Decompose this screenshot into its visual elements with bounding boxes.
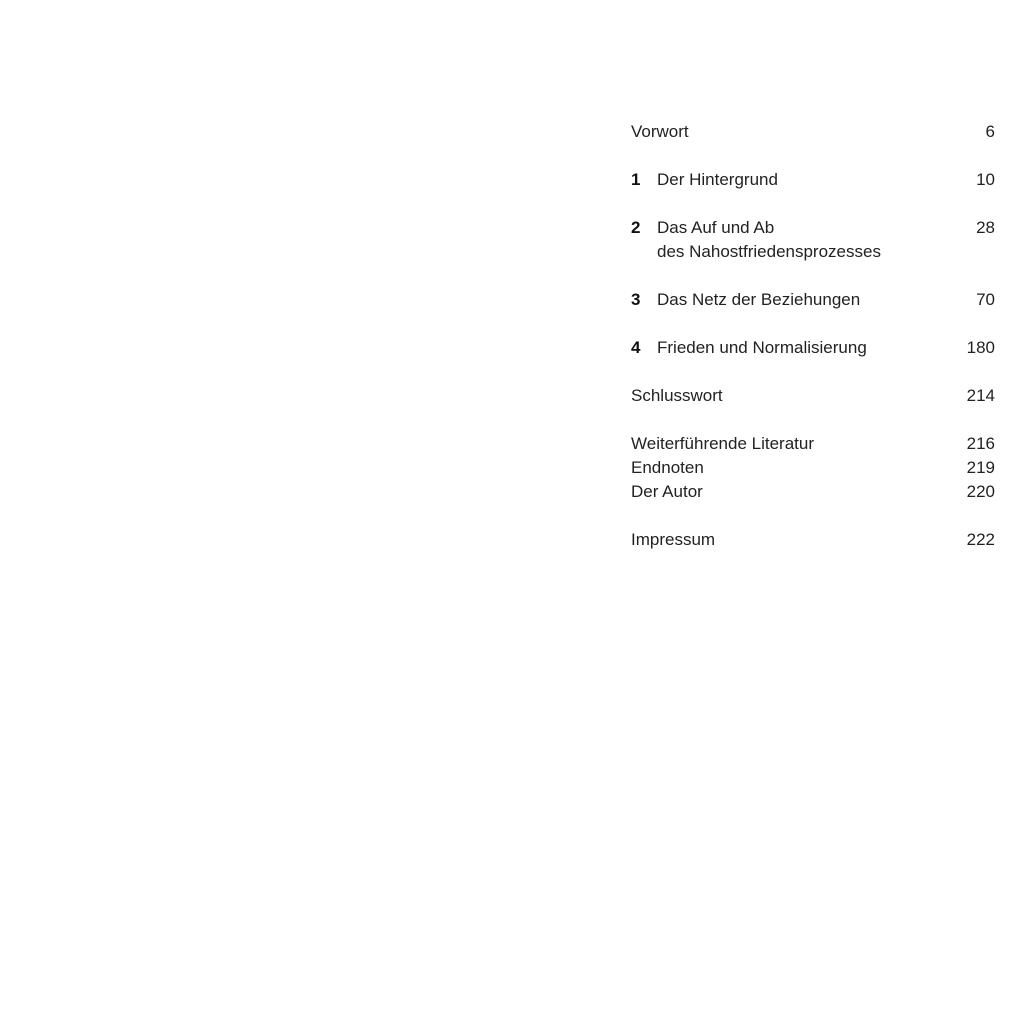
toc-page-number: 214 [966,386,995,405]
toc-entry-chapter-2[interactable] [631,216,995,264]
toc-title: Das Auf und Ab des Nahostfriedensprozesses [657,218,881,261]
chapter-number: 3 [631,290,641,309]
toc-entry-chapter-4[interactable] [631,336,995,360]
toc-page-number: 6 [985,122,995,141]
toc-page-number: 219 [966,458,995,477]
table-of-contents [631,120,995,552]
toc-title: Endnoten [631,458,704,477]
toc-entry-impressum[interactable] [631,528,995,552]
toc-title: Das Netz der Beziehungen [657,290,861,309]
toc-title: Schlusswort [631,386,723,405]
toc-page-number: 28 [976,218,995,237]
toc-entry-autor[interactable] [631,480,995,504]
toc-entry-endnoten[interactable] [631,456,995,480]
toc-entry-chapter-3[interactable] [631,288,995,312]
toc-entry-schlusswort[interactable] [631,384,995,408]
toc-title: Impressum [631,530,716,549]
toc-title: Der Hintergrund [657,170,778,189]
toc-page-number: 70 [976,290,995,309]
toc-title: Vorwort [631,122,689,141]
toc-page-number: 180 [966,338,995,357]
toc-page-number: 222 [966,530,995,549]
chapter-number: 1 [631,170,641,189]
toc-page-number: 220 [966,482,995,501]
toc-title: Weiterführende Literatur [631,434,815,453]
toc-page-number: 10 [976,170,995,189]
toc-title: Der Autor [631,482,703,501]
chapter-number: 2 [631,218,641,237]
toc-entry-chapter-1[interactable] [631,168,995,192]
chapter-number: 4 [631,338,641,357]
toc-entry-vorwort[interactable] [631,120,995,144]
toc-title: Frieden und Normalisierung [657,338,867,357]
toc-entry-literatur[interactable] [631,432,995,456]
toc-page-number: 216 [966,434,995,453]
